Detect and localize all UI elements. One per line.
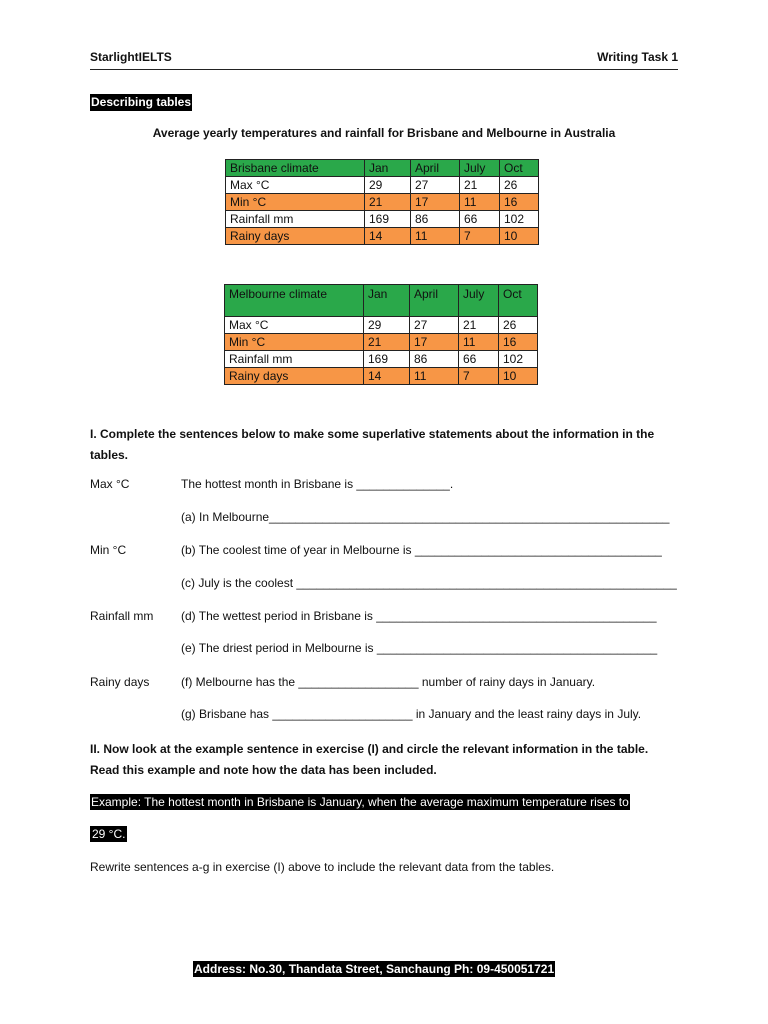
table-cell: Max °C xyxy=(225,317,364,334)
example-sentence-line-2: 29 °C. xyxy=(92,827,126,841)
table-cell: 7 xyxy=(460,228,500,245)
table-cell: Jan xyxy=(364,285,410,317)
table-cell: Brisbane climate xyxy=(226,160,365,177)
table-row xyxy=(225,351,538,368)
header-brand: StarlightIELTS xyxy=(90,50,172,64)
sentence-g: (g) Brisbane has _____________________ in January and the least rainy days in July. xyxy=(181,707,642,721)
table-cell: 16 xyxy=(499,334,538,351)
table-header-row xyxy=(225,285,538,317)
table-cell: 11 xyxy=(460,194,500,211)
table-cell: 16 xyxy=(500,194,539,211)
table-cell: Rainfall mm xyxy=(226,211,365,228)
table-cell: 17 xyxy=(410,334,459,351)
table-cell: 102 xyxy=(500,211,539,228)
table-row xyxy=(225,368,538,385)
table-row xyxy=(225,317,538,334)
table-cell: 7 xyxy=(459,368,499,385)
sentence-b: (b) The coolest time of year in Melbourne is _____________________________________ xyxy=(181,543,662,557)
sentence-a: (a) In Melbourne____________________________________________________________ xyxy=(181,510,670,524)
sentence-f: (f) Melbourne has the __________________ number of rainy days in January. xyxy=(181,675,596,689)
table-cell: 86 xyxy=(410,351,459,368)
table-header-row xyxy=(226,160,539,177)
table-cell: Rainy days xyxy=(226,228,365,245)
label-min: Min °C xyxy=(90,543,127,557)
footer-address: Address: No.30, Thandata Street, Sanchaung Ph: 09-450051721 xyxy=(194,962,555,976)
table-cell: Min °C xyxy=(225,334,364,351)
table-cell: Min °C xyxy=(226,194,365,211)
table-cell: 14 xyxy=(364,368,410,385)
table-cell: 17 xyxy=(411,194,460,211)
melbourne-climate-table xyxy=(224,284,538,385)
rewrite-instruction: Rewrite sentences a-g in exercise (I) above to include the relevant data from the tables. xyxy=(90,860,555,874)
table-cell: 26 xyxy=(500,177,539,194)
table-cell: April xyxy=(410,285,459,317)
table-cell: Rainy days xyxy=(225,368,364,385)
table-cell: 21 xyxy=(364,334,410,351)
table-cell: 10 xyxy=(499,368,538,385)
table-cell: Oct xyxy=(500,160,539,177)
table-cell: Oct xyxy=(499,285,538,317)
table-cell: April xyxy=(411,160,460,177)
sentence-example: The hottest month in Brisbane is ______________. xyxy=(181,477,454,491)
label-rainfall: Rainfall mm xyxy=(90,609,154,623)
table-cell: 21 xyxy=(365,194,411,211)
table-cell: Melbourne climate xyxy=(225,285,364,317)
table-cell: 14 xyxy=(365,228,411,245)
table-cell: Jan xyxy=(365,160,411,177)
table-row xyxy=(226,177,539,194)
sentence-c: (c) July is the coolest _________________________________________________________ xyxy=(181,576,677,590)
table-cell: 21 xyxy=(459,317,499,334)
table-cell: July xyxy=(460,160,500,177)
sentence-d: (d) The wettest period in Brisbane is __________________________________________ xyxy=(181,609,657,623)
table-cell: Rainfall mm xyxy=(225,351,364,368)
document-title: Average yearly temperatures and rainfall for Brisbane and Melbourne in Australia xyxy=(152,126,616,140)
table-cell: 11 xyxy=(411,228,460,245)
brisbane-climate-table xyxy=(225,159,539,245)
table-cell: July xyxy=(459,285,499,317)
table-cell: 27 xyxy=(410,317,459,334)
table-cell: 66 xyxy=(460,211,500,228)
header-divider xyxy=(90,69,678,70)
page-header xyxy=(90,50,678,66)
exercise-2-instruction: II. Now look at the example sentence in exercise (I) and circle the relevant information in the table. Read this example and note how the data has been included. xyxy=(90,742,649,777)
label-rainy-days: Rainy days xyxy=(90,675,150,689)
table-cell: 27 xyxy=(411,177,460,194)
table-cell: 102 xyxy=(499,351,538,368)
table-cell: 11 xyxy=(410,368,459,385)
header-task: Writing Task 1 xyxy=(597,50,678,64)
table-cell: 11 xyxy=(459,334,499,351)
table-cell: 66 xyxy=(459,351,499,368)
table-cell: 10 xyxy=(500,228,539,245)
table-cell: 21 xyxy=(460,177,500,194)
section-label: Describing tables xyxy=(91,95,192,109)
exercise-1-instruction: I. Complete the sentences below to make some superlative statements about the information in the tables. xyxy=(90,427,655,462)
table-row xyxy=(226,228,539,245)
table-row xyxy=(226,211,539,228)
sentence-e: (e) The driest period in Melbourne is __________________________________________ xyxy=(181,641,658,655)
table-row xyxy=(226,194,539,211)
table-cell: 29 xyxy=(365,177,411,194)
table-cell: 26 xyxy=(499,317,538,334)
example-sentence-line-1: Example: The hottest month in Brisbane is January, when the average maximum temperature rises to xyxy=(91,795,629,809)
table-cell: Max °C xyxy=(226,177,365,194)
table-cell: 86 xyxy=(411,211,460,228)
label-max: Max °C xyxy=(90,477,130,491)
table-row xyxy=(225,334,538,351)
table-cell: 169 xyxy=(365,211,411,228)
table-cell: 169 xyxy=(364,351,410,368)
table-cell: 29 xyxy=(364,317,410,334)
